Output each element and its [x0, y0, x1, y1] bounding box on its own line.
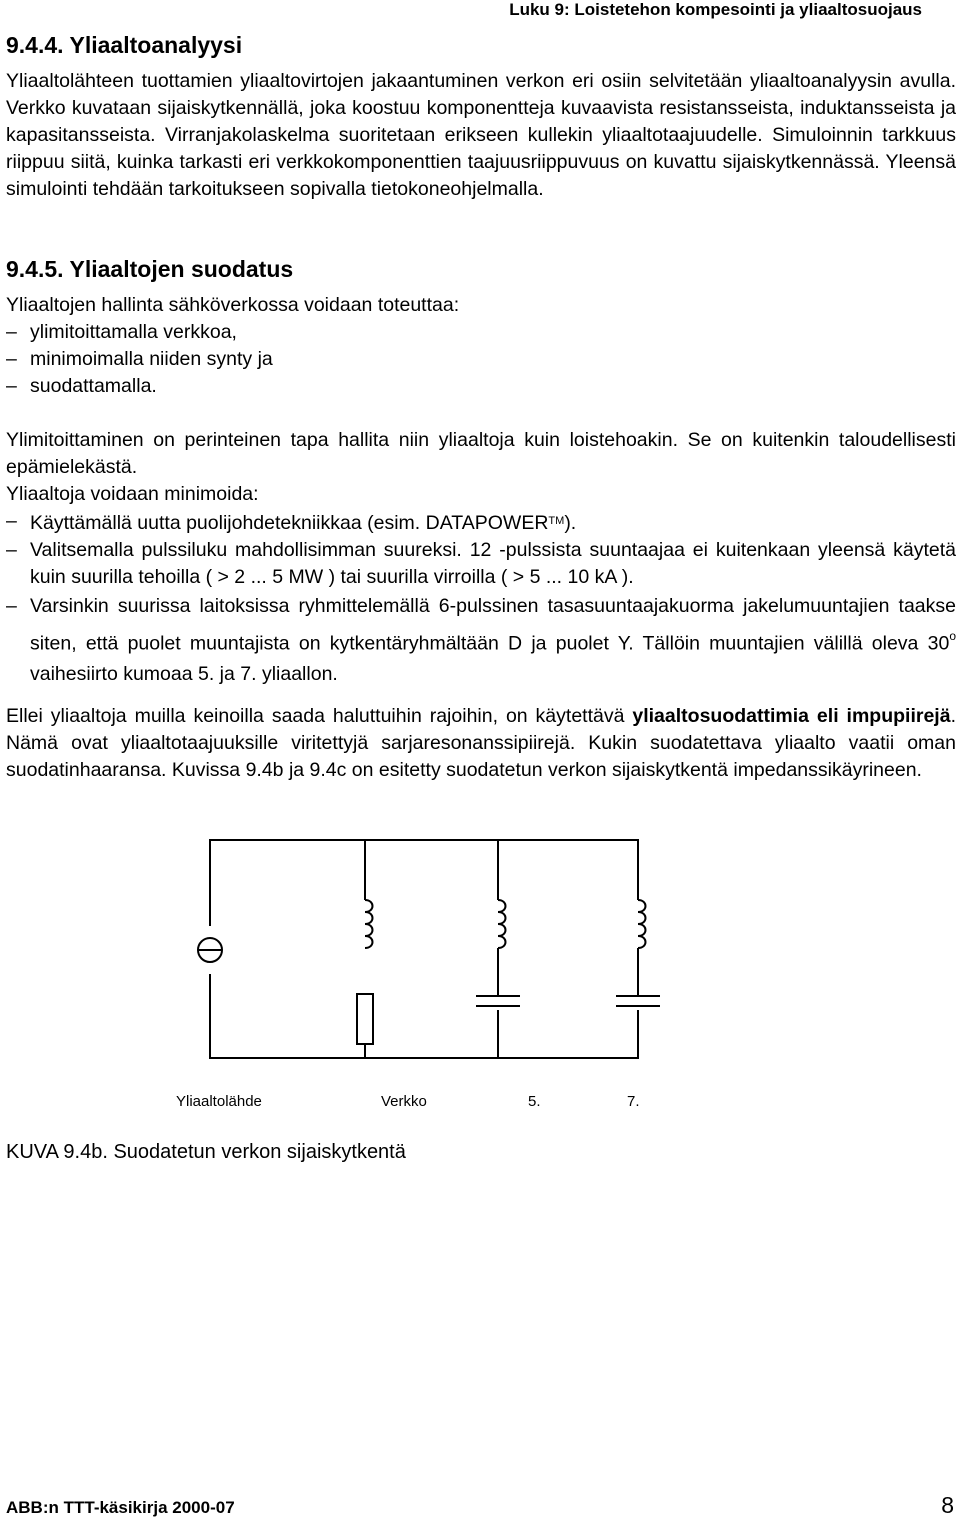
- filtered-network-circuit-diagram: [190, 830, 770, 1070]
- footer-publication: ABB:n TTT-käsikirja 2000-07: [6, 1498, 235, 1517]
- page-number: 8: [941, 1492, 954, 1518]
- running-header: Luku 9: Loistetehon kompesointi ja yliaaltosuojaus: [509, 0, 922, 19]
- label-harmonic-source: Yliaaltolähde: [176, 1093, 262, 1110]
- list-item: – Valitsemalla pulssiluku mahdollisimman suureksi. 12 -pulssista suuntaajaa ei kuitenkaan yleensä käytetä kuin suurilla tehoilla ( > 2 ... 5 MW ) tai suurilla virroilla ( > 5 ... 10 kA ).: [6, 538, 956, 588]
- dash-bullet: –: [6, 510, 17, 532]
- control-methods-list: [6, 319, 956, 400]
- filter-paragraph: Ellei yliaaltoja muilla keinoilla saada haluttuihin rajoihin, on käytettävä yliaaltosuodattimia eli impupiirejä. Nämä ovat yliaaltotaajuuksille viritettyjä sarjaresonanssipiirejä. Kukin suodatettava yliaalto vaatii oman suodatinhaaransa. Kuvissa 9.4b ja 9.4c on esitetty suodatetun verkon sijaiskytkentä impedanssikäyrineen.: [6, 705, 956, 781]
- analysis-paragraph: Yliaaltolähteen tuottamien yliaaltovirtojen jakaantuminen verkon eri osiin selvitetään yliaaltoanalyysin avulla. Verkko kuvataan sijaiskytkennällä, joka koostuu komponentteja kuvaavista resistansseista, induktansseista ja kapasitansseista. Virranjakolaskelma suoritetaan erikseen kullekin yliaaltotaajuudelle. Simuloinnin tarkkuus riippuu siitä, kuinka tarkasti eri verkkokomponenttien taajuusriippuvuus on kuvattu sijaiskytkennässä. Yleensä simulointi tehdään tarkoitukseen sopivalla tietokoneohjelmalla.: [6, 70, 956, 200]
- dash-bullet: –: [6, 538, 17, 561]
- label-filter-7: 7.: [627, 1093, 640, 1110]
- section-heading-9-4-4: 9.4.4. Yliaaltoanalyysi: [6, 32, 243, 58]
- list-item: – Varsinkin suurissa laitoksissa ryhmittelemällä 6-pulssinen tasasuuntaajakuorma jakelumuuntajien taakse siten, että puolet muuntajista on kytkentäryhmältään D ja puolet Y. Tällöin muuntajien välillä oleva 30$^o$ vaihesiirto kumoaa 5. ja 7. yliaallon.: [6, 591, 956, 689]
- list-item: – suodattamalla.: [6, 373, 956, 400]
- list-item: – Käyttämällä uutta puolijohdetekniikkaa (esim. DATAPOWER™).: [6, 510, 577, 534]
- dash-bullet: –: [6, 375, 17, 397]
- dash-bullet: –: [6, 348, 17, 370]
- minimize-intro: Yliaaltoja voidaan minimoida:: [6, 483, 259, 505]
- list-item: – ylimitoittamalla verkkoa,: [6, 319, 956, 346]
- label-filter-5: 5.: [528, 1093, 541, 1110]
- label-network: Verkko: [381, 1093, 427, 1110]
- minimize-methods-list: [6, 508, 956, 689]
- network-resistor-icon: [357, 994, 373, 1044]
- section-heading-9-4-5: 9.4.5. Yliaaltojen suodatus: [6, 256, 294, 282]
- circuit-outline: [210, 840, 638, 1058]
- list-item: – minimoimalla niiden synty ja: [6, 346, 956, 373]
- control-intro: Yliaaltojen hallinta sähköverkossa voidaan toteuttaa:: [6, 294, 460, 316]
- dash-bullet: –: [6, 594, 17, 617]
- figure-caption: KUVA 9.4b. Suodatetun verkon sijaiskytkentä: [6, 1141, 406, 1163]
- oversizing-paragraph: Ylimitoittaminen on perinteinen tapa hallita niin yliaaltoja kuin loistehoakin. Se on kuitenkin taloudellisesti epämielekästä.: [6, 429, 956, 478]
- dash-bullet: –: [6, 321, 17, 343]
